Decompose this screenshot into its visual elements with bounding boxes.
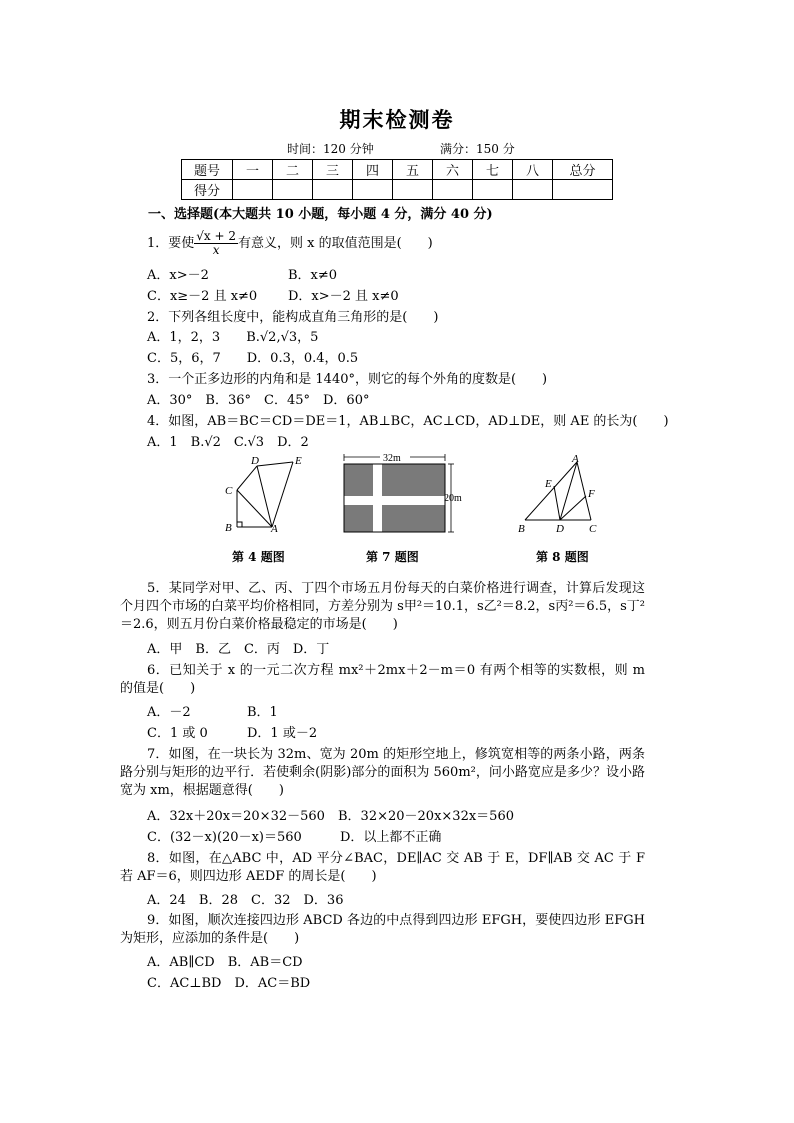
q1-suffix: 有意义，则 x 的取值范围是( ) bbox=[238, 236, 433, 251]
q4-options: A．1 B.√2 C.√3 D．2 bbox=[147, 435, 309, 450]
fig8-label-d: D bbox=[556, 523, 564, 535]
score-table bbox=[181, 159, 613, 200]
q1-fraction bbox=[194, 230, 238, 257]
header-cell: 总分 bbox=[553, 160, 613, 180]
header-cell: 三 bbox=[313, 160, 353, 180]
q1-option-a: A．x>－2 bbox=[147, 268, 209, 283]
q6-option-a: A．－2 bbox=[147, 705, 191, 720]
header-cell: 四 bbox=[353, 160, 393, 180]
fig4-label-b: B bbox=[225, 522, 232, 534]
q1-option-d: D．x>－2 且 x≠0 bbox=[288, 289, 399, 304]
q1-option-b: B．x≠0 bbox=[288, 268, 338, 283]
figure-8 bbox=[513, 452, 603, 537]
question-7: 7．如图，在一块长为 32m、宽为 20m 的矩形空地上，修筑宽相等的两条小路，两条路分别与矩形的边平行．若使剩余(阴影)部分的面积为 560m²，问小路宽应是多少？设小路宽为 xm，根据题意得( ) bbox=[120, 747, 645, 798]
fig8-label-f: F bbox=[588, 488, 595, 500]
q1-option-c: C．x≥－2 且 x≠0 bbox=[147, 289, 258, 304]
fig8-label-a: A bbox=[572, 453, 579, 465]
q8-options: A．24 B．28 C．32 D．36 bbox=[147, 893, 344, 908]
fig8-label-e: E bbox=[545, 478, 552, 490]
fig8-caption: 第 8 题图 bbox=[536, 550, 589, 564]
score-cell[interactable] bbox=[513, 180, 553, 200]
fig7-caption: 第 7 题图 bbox=[366, 550, 419, 564]
header-cell: 一 bbox=[233, 160, 273, 180]
header-cell: 六 bbox=[433, 160, 473, 180]
score-cell[interactable] bbox=[273, 180, 313, 200]
header-cell: 七 bbox=[473, 160, 513, 180]
q1-prefix: 1．要使 bbox=[147, 236, 195, 251]
q2-options-line1: A．1，2，3 B.√2,√3，5 bbox=[147, 330, 319, 345]
fig8-label-b: B bbox=[518, 523, 525, 535]
header-cell: 题号 bbox=[182, 160, 233, 180]
score-cell[interactable] bbox=[553, 180, 613, 200]
q7-option-c: C．(32－x)(20－x)＝560 bbox=[147, 830, 302, 845]
q6-option-d: D．1 或－2 bbox=[247, 726, 318, 741]
q9-options-line2: C．AC⊥BD D．AC＝BD bbox=[147, 976, 311, 991]
q2-options-line2: C．5，6，7 D．0.3，0.4，0.5 bbox=[147, 351, 359, 366]
q7-option-b: B．32×20－20x×32x＝560 bbox=[338, 809, 514, 824]
score-table-header-row bbox=[182, 160, 613, 180]
q1-denominator: x bbox=[212, 243, 220, 257]
question-3: 3．一个正多边形的内角和是 1440°，则它的每个外角的度数是( ) bbox=[147, 372, 548, 387]
page-title: 期末检测卷 bbox=[339, 107, 455, 132]
q7-option-d: D．以上都不正确 bbox=[340, 830, 442, 845]
question-6: 6．已知关于 x 的一元二次方程 mx²＋2mx＋2－m＝0 有两个相等的实数根，则 m 的值是( ) bbox=[120, 663, 645, 696]
score-cell[interactable] bbox=[353, 180, 393, 200]
fig4-label-c: C bbox=[225, 485, 233, 497]
q6-option-c: C．1 或 0 bbox=[147, 726, 208, 741]
question-8: 8．如图，在△ABC 中，AD 平分∠BAC，DE∥AC 交 AB 于 E，DF∥AB 交 AC 于 F 若 AF＝6，则四边形 AEDF 的周长是( ) bbox=[120, 851, 645, 884]
q6-option-b: B．1 bbox=[247, 705, 278, 720]
fig4-label-d: D bbox=[251, 455, 259, 467]
score-table-score-row bbox=[182, 180, 613, 200]
q1-numerator: √x + 2 bbox=[196, 229, 237, 243]
fig4-label-a: A bbox=[271, 523, 278, 535]
row-label: 得分 bbox=[182, 180, 233, 200]
score-cell[interactable] bbox=[473, 180, 513, 200]
score-cell[interactable] bbox=[433, 180, 473, 200]
fig4-label-e: E bbox=[295, 455, 302, 467]
q7-option-a: A．32x＋20x＝20×32－560 bbox=[147, 809, 325, 824]
header-cell: 二 bbox=[273, 160, 313, 180]
fig8-label-c: C bbox=[589, 523, 597, 535]
q3-options: A．30° B．36° C．45° D．60° bbox=[147, 393, 370, 408]
q5-options: A．甲 B．乙 C．丙 D．丁 bbox=[147, 642, 330, 657]
score-cell[interactable] bbox=[393, 180, 433, 200]
q9-options-line1: A．AB∥CD B．AB＝CD bbox=[147, 955, 303, 970]
time-info: 时间：120 分钟 bbox=[287, 142, 374, 156]
fig4-caption: 第 4 题图 bbox=[232, 550, 285, 564]
figure-4 bbox=[215, 452, 315, 537]
figure-7 bbox=[340, 454, 480, 536]
header-cell: 八 bbox=[513, 160, 553, 180]
score-cell[interactable] bbox=[233, 180, 273, 200]
score-cell[interactable] bbox=[313, 180, 353, 200]
fig7-width-label: 32m bbox=[383, 454, 401, 464]
fig7-height-label: 20m bbox=[444, 493, 462, 504]
question-1 bbox=[147, 230, 433, 257]
question-4: 4．如图，AB＝BC＝CD＝DE＝1，AB⊥BC，AC⊥CD，AD⊥DE，则 AE 的长为( ) bbox=[147, 414, 669, 429]
full-score-info: 满分：150 分 bbox=[440, 142, 515, 156]
question-9: 9．如图，顺次连接四边形 ABCD 各边的中点得到四边形 EFGH，要使四边形 EFGH 为矩形，应添加的条件是( ) bbox=[120, 913, 645, 946]
section-heading: 一、选择题(本大题共 10 小题，每小题 4 分，满分 40 分) bbox=[148, 207, 493, 222]
header-cell: 五 bbox=[393, 160, 433, 180]
question-5: 5．某同学对甲、乙、丙、丁四个市场五月份每天的白菜价格进行调查，计算后发现这个月四个市场的白菜平均价格相同，方差分别为 s甲²＝10.1，s乙²＝8.2，s丙²＝6.5，s丁²＝2.6，则五月份白菜价格最稳定的市场是( ) bbox=[120, 581, 645, 632]
question-2: 2．下列各组长度中，能构成直角三角形的是( ) bbox=[147, 310, 439, 325]
